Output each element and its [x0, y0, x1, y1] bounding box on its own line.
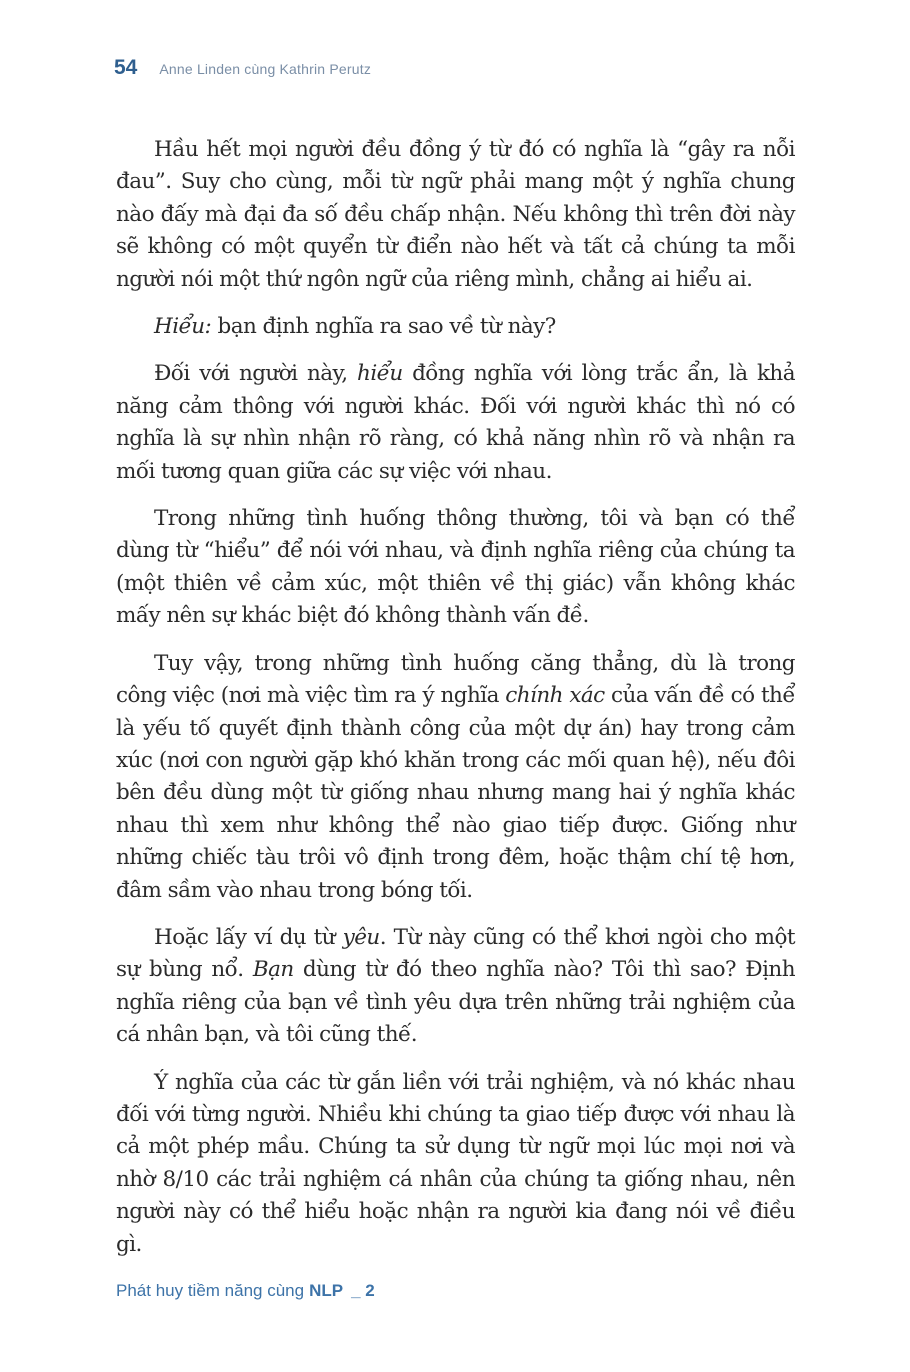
- page-number: 54: [114, 56, 138, 79]
- paragraph: [116, 503, 795, 633]
- paragraph: [116, 134, 795, 296]
- page-footer: [116, 1281, 375, 1301]
- paragraph-text: Hoặc lấy ví dụ từ: [154, 924, 343, 950]
- paragraph-text: Ý nghĩa của các từ gắn liền với trải nghiệm, và nó khác nhau đối với từng người. Nhiều khi chúng ta giao tiếp được với nhau là cả một phép mầu. Chúng ta sử dụng từ ngữ mọi lúc mọi nơi và nhờ 8/10 các trải nghiệm cá nhân của chúng ta giống nhau, nên người này có thể hiểu hoặc nhận ra người kia đang nói về điều gì.: [116, 1069, 795, 1257]
- volume-number: _ 2: [351, 1281, 375, 1300]
- italic-term: yêu: [342, 924, 380, 950]
- paragraph-text: bạn định nghĩa ra sao về từ này?: [211, 314, 556, 340]
- paragraph-text: đồng nghĩa với lòng trắc ẩn, là khả năng cảm thông với người khác. Đối với người khác thì nó có nghĩa là sự nhìn nhận rõ ràng, có khả năng nhìn rõ và nhận ra mối tương quan giữa các sự việc với nhau.: [116, 361, 795, 484]
- running-head: Anne Linden cùng Kathrin Perutz: [159, 61, 372, 77]
- page-header: [114, 56, 371, 86]
- paragraph-text: Trong những tình huống thông thường, tôi và bạn có thể dùng từ “hiểu” để nói với nhau, và định nghĩa riêng của chúng ta (một thiên về cảm xúc, một thiên về thị giác) vẫn không khác mấy nên sự khác biệt đó không thành vấn đề.: [116, 506, 795, 629]
- paragraph-text: dùng từ đó theo nghĩa nào? Tôi thì sao? Định nghĩa riêng của bạn về tình yêu dựa trên những trải nghiệm của cá nhân bạn, và tôi cũng thế.: [116, 957, 795, 1048]
- paragraph: [116, 311, 795, 343]
- italic-term: Hiểu:: [154, 314, 212, 340]
- paragraph-text: Tuy vậy, trong những tình huống căng thẳng, dù là trong công việc (nơi mà việc tìm ra ý nghĩa: [116, 650, 795, 709]
- paragraph: [116, 648, 795, 907]
- series-acronym: NLP: [309, 1281, 344, 1300]
- italic-term: Bạn: [252, 957, 294, 983]
- paragraph-text: của vấn đề có thể là yếu tố quyết định thành công của một dự án) hay trong cảm xúc (nơi con người gặp khó khăn trong các mối quan hệ), nếu đôi bên đều dùng một từ giống nhau nhưng mang hai ý nghĩa khác nhau thì xem như không thể nào giao tiếp được. Giống như những chiếc tàu trôi vô định trong đêm, hoặc thậm chí tệ hơn, đâm sầm vào nhau trong bóng tối.: [116, 683, 796, 903]
- paragraph: [116, 1067, 795, 1261]
- series-title: Phát huy tiềm năng cùng: [116, 1281, 305, 1300]
- paragraph-text: Đối với người này,: [154, 361, 358, 387]
- italic-term: chính xác: [505, 683, 605, 709]
- italic-term: hiểu: [357, 361, 403, 387]
- paragraph: [116, 922, 795, 1052]
- paragraph-text: Hầu hết mọi người đều đồng ý từ đó có nghĩa là “gây ra nỗi đau”. Suy cho cùng, mỗi từ ngữ phải mang một ý nghĩa chung nào đấy mà đại đa số đều chấp nhận. Nếu không thì trên đời này sẽ không có một quyển từ điển nào hết và tất cả chúng ta mỗi người nói một thứ ngôn ngữ của riêng mình, chẳng ai hiểu ai.: [116, 137, 795, 292]
- body-text: [116, 134, 795, 1276]
- paragraph-text: . Từ này cũng có thể khơi ngòi cho một sự bùng nổ.: [116, 924, 795, 983]
- paragraph: [116, 358, 795, 488]
